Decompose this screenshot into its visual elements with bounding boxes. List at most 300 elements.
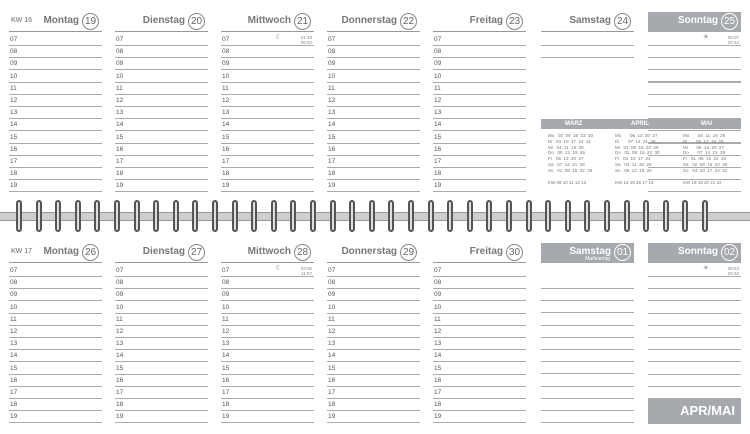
- hour-label: 08: [328, 48, 336, 56]
- hour-row[interactable]: [327, 276, 420, 289]
- hour-row[interactable]: [115, 33, 208, 46]
- hour-label: 08: [434, 48, 442, 56]
- kw-row-mai: KW 18 19 20 21 22: [683, 180, 722, 185]
- hour-label: 15: [434, 364, 442, 372]
- day-name: Freitag: [469, 246, 503, 257]
- hour-label: 19: [434, 182, 442, 190]
- hour-label: 15: [434, 133, 442, 141]
- hour-row[interactable]: [327, 410, 420, 423]
- hour-row[interactable]: [433, 106, 526, 119]
- day-name: Freitag: [469, 15, 503, 26]
- hour-row[interactable]: [115, 337, 208, 350]
- hour-row[interactable]: [115, 179, 208, 192]
- day-column-dienstag: [115, 12, 208, 192]
- hour-row[interactable]: [433, 33, 526, 46]
- day-name: Mittwoch: [247, 246, 291, 257]
- hour-row[interactable]: [221, 106, 314, 119]
- hour-row[interactable]: [221, 288, 314, 301]
- hour-label: 07: [116, 36, 124, 43]
- spiral-coil: [212, 200, 218, 232]
- hour-label: 19: [434, 413, 442, 421]
- day-column-mittwoch: [221, 12, 314, 192]
- hour-row[interactable]: [433, 325, 526, 338]
- note-line[interactable]: [541, 325, 634, 338]
- hour-label: 17: [222, 389, 230, 396]
- hour-row[interactable]: [221, 179, 314, 192]
- hour-row[interactable]: [115, 57, 208, 70]
- hour-row[interactable]: [221, 374, 314, 387]
- spiral-coil: [682, 200, 688, 232]
- hour-row[interactable]: [9, 349, 102, 362]
- hour-label: 12: [10, 328, 18, 335]
- hour-label: 10: [116, 72, 124, 80]
- hour-row[interactable]: [327, 374, 420, 387]
- hour-row[interactable]: [221, 143, 314, 156]
- hour-row[interactable]: [221, 57, 314, 70]
- hour-label: 10: [434, 72, 442, 80]
- moon-icon: ☾: [275, 34, 282, 41]
- hour-row[interactable]: [115, 325, 208, 338]
- hour-row[interactable]: [327, 131, 420, 144]
- hour-label: 19: [10, 182, 18, 190]
- hour-row[interactable]: [9, 362, 102, 375]
- hour-label: 11: [434, 315, 441, 323]
- hour-row[interactable]: [327, 57, 420, 70]
- note-line[interactable]: [648, 69, 741, 82]
- note-line[interactable]: [541, 300, 634, 313]
- hour-row[interactable]: [433, 386, 526, 399]
- month-grid-mai: Mo 04 11 18 25 Di 05 12 19 26 Mi 06 13 20 27 Do 07 14 21 28 Fr 01 08 15 22 29 Sa 02 09 16 23 30 So 03 10 17 24 31: [683, 133, 728, 173]
- spiral-coil: [310, 200, 316, 232]
- hour-label: 13: [116, 340, 124, 348]
- hour-row[interactable]: [221, 33, 314, 46]
- hour-row[interactable]: [541, 33, 634, 46]
- hour-row[interactable]: [221, 386, 314, 399]
- hour-row[interactable]: [433, 264, 526, 277]
- hour-label: 07: [10, 36, 18, 43]
- hour-label: 08: [10, 48, 18, 56]
- hour-label: 10: [328, 303, 336, 311]
- time-text: 05:53 20:46: [727, 266, 739, 276]
- hour-row[interactable]: [115, 362, 208, 375]
- note-line[interactable]: [648, 94, 741, 107]
- hour-row[interactable]: [327, 386, 420, 399]
- note-line[interactable]: [541, 374, 634, 387]
- hour-label: 11: [434, 84, 441, 92]
- hour-label: 13: [222, 340, 230, 348]
- hour-row[interactable]: [221, 45, 314, 58]
- note-line[interactable]: [541, 398, 634, 411]
- hour-row[interactable]: [433, 155, 526, 168]
- hour-label: 08: [222, 48, 230, 56]
- hour-row[interactable]: [221, 276, 314, 289]
- hour-row[interactable]: [433, 167, 526, 180]
- day-name: Mittwoch: [247, 15, 291, 26]
- note-line[interactable]: [541, 410, 634, 423]
- day-column-mittwoch: [221, 243, 314, 423]
- hour-row[interactable]: [648, 374, 741, 387]
- note-line[interactable]: [541, 361, 634, 374]
- hour-row[interactable]: [221, 155, 314, 168]
- hour-row[interactable]: [221, 325, 314, 338]
- hour-label: 17: [434, 158, 442, 165]
- hour-row[interactable]: [327, 313, 420, 326]
- hour-row[interactable]: [221, 349, 314, 362]
- spiral-coil: [349, 200, 355, 232]
- note-line[interactable]: [541, 313, 634, 326]
- note-line[interactable]: [541, 349, 634, 362]
- spiral-coil: [36, 200, 42, 232]
- header-underline: [221, 31, 314, 32]
- hour-row[interactable]: [433, 288, 526, 301]
- hour-row[interactable]: [648, 288, 741, 301]
- hour-row[interactable]: [9, 288, 102, 301]
- hour-label: 13: [222, 109, 230, 117]
- hour-row[interactable]: [327, 264, 420, 277]
- hour-row[interactable]: [115, 313, 208, 326]
- hour-row[interactable]: [115, 410, 208, 423]
- hour-row[interactable]: [115, 276, 208, 289]
- hour-row[interactable]: [648, 362, 741, 375]
- spiral-coil: [604, 200, 610, 232]
- hour-label: 16: [222, 145, 230, 153]
- day-header: [221, 243, 314, 263]
- hour-label: 12: [328, 328, 336, 335]
- hour-row[interactable]: [115, 349, 208, 362]
- hour-row[interactable]: [9, 398, 102, 411]
- hour-label: 07: [328, 36, 336, 43]
- hour-row[interactable]: [433, 57, 526, 70]
- hour-row[interactable]: [9, 33, 102, 46]
- spiral-coil: [16, 200, 22, 232]
- hour-row[interactable]: [9, 179, 102, 192]
- hour-row[interactable]: [9, 155, 102, 168]
- hour-label: 07: [434, 36, 442, 43]
- hour-row[interactable]: [648, 313, 741, 326]
- hour-label: 09: [328, 60, 336, 68]
- hour-row[interactable]: [327, 45, 420, 58]
- hour-row[interactable]: [327, 398, 420, 411]
- hour-row[interactable]: [9, 167, 102, 180]
- header-underline: [115, 262, 208, 263]
- hour-label: 10: [10, 303, 18, 311]
- hour-row[interactable]: [327, 337, 420, 350]
- hour-row[interactable]: [433, 398, 526, 411]
- hour-row[interactable]: [9, 131, 102, 144]
- hour-row[interactable]: [9, 337, 102, 350]
- hour-label: 08: [116, 279, 124, 287]
- day-number: 19: [82, 13, 99, 30]
- spiral-coil: [134, 200, 140, 232]
- hour-label: 18: [328, 401, 336, 409]
- hour-label: 13: [434, 109, 442, 117]
- header-underline: [433, 31, 526, 32]
- hour-row[interactable]: [9, 276, 102, 289]
- hour-row[interactable]: [115, 398, 208, 411]
- hour-label: 12: [328, 97, 336, 104]
- hour-row[interactable]: [541, 45, 634, 58]
- hour-row[interactable]: [433, 301, 526, 314]
- hour-row[interactable]: [433, 410, 526, 423]
- hour-row[interactable]: [221, 118, 314, 131]
- hour-label: 15: [116, 364, 124, 372]
- hour-row[interactable]: [115, 301, 208, 314]
- hour-row[interactable]: [221, 362, 314, 375]
- header-underline: [433, 262, 526, 263]
- hour-label: 09: [328, 291, 336, 299]
- hour-row[interactable]: [433, 179, 526, 192]
- hour-row[interactable]: [221, 410, 314, 423]
- hour-label: 07: [222, 267, 230, 274]
- hour-label: 10: [116, 303, 124, 311]
- hour-label: 18: [434, 401, 442, 409]
- spiral-coil: [271, 200, 277, 232]
- hour-label: 17: [116, 389, 124, 396]
- hour-label: 09: [10, 291, 18, 299]
- hour-row[interactable]: [115, 374, 208, 387]
- hour-row[interactable]: [9, 70, 102, 83]
- hour-row[interactable]: [115, 94, 208, 107]
- hour-row[interactable]: [221, 94, 314, 107]
- day-number: 25: [721, 13, 738, 30]
- hour-row[interactable]: [327, 143, 420, 156]
- hour-label: 15: [116, 133, 124, 141]
- hour-label: 16: [434, 145, 442, 153]
- hour-row[interactable]: [327, 70, 420, 83]
- hour-row[interactable]: [9, 325, 102, 338]
- hour-label: 08: [222, 279, 230, 287]
- spiral-coil: [486, 200, 492, 232]
- hour-row[interactable]: [9, 143, 102, 156]
- day-name: Montag: [43, 15, 79, 26]
- hour-row[interactable]: [648, 264, 741, 277]
- hour-row[interactable]: [327, 362, 420, 375]
- spiral-coil: [565, 200, 571, 232]
- day-column-donnerstag: [327, 12, 420, 192]
- hour-label: 11: [10, 315, 17, 323]
- hour-row[interactable]: [648, 325, 741, 338]
- hour-row[interactable]: [433, 70, 526, 83]
- hour-row[interactable]: [433, 349, 526, 362]
- hour-row[interactable]: [327, 82, 420, 95]
- note-line[interactable]: [648, 106, 741, 119]
- hour-label: 08: [116, 48, 124, 56]
- hour-row[interactable]: [221, 301, 314, 314]
- hour-row[interactable]: [9, 118, 102, 131]
- hour-row[interactable]: [433, 313, 526, 326]
- hour-row[interactable]: [221, 337, 314, 350]
- hour-label: 14: [222, 352, 230, 360]
- hour-row[interactable]: [433, 82, 526, 95]
- hour-row[interactable]: [327, 325, 420, 338]
- hour-row[interactable]: [9, 301, 102, 314]
- hour-row[interactable]: [648, 301, 741, 314]
- hour-row[interactable]: [115, 264, 208, 277]
- hour-row[interactable]: [433, 143, 526, 156]
- hour-label: 18: [10, 170, 18, 178]
- hour-row[interactable]: [433, 118, 526, 131]
- note-line[interactable]: [648, 57, 741, 70]
- day-name: Sonntag: [678, 246, 718, 257]
- month-april: APRIL: [631, 121, 649, 127]
- hour-label: 17: [328, 158, 336, 165]
- hour-row[interactable]: [221, 82, 314, 95]
- hour-label: 17: [328, 389, 336, 396]
- spiral-coil: [545, 200, 551, 232]
- week-number-2: KW 17: [11, 248, 33, 255]
- header-underline: [541, 31, 634, 32]
- hour-row[interactable]: [115, 45, 208, 58]
- spiral-coil: [624, 200, 630, 232]
- hour-row[interactable]: [221, 313, 314, 326]
- spiral-coil: [251, 200, 257, 232]
- hour-row[interactable]: [221, 70, 314, 83]
- hour-row[interactable]: [327, 106, 420, 119]
- hour-row[interactable]: [9, 94, 102, 107]
- day-number: 02: [721, 244, 738, 261]
- hour-label: 09: [116, 291, 124, 299]
- hour-row[interactable]: [9, 313, 102, 326]
- header-underline: [221, 262, 314, 263]
- hour-row[interactable]: [115, 288, 208, 301]
- hour-row[interactable]: [115, 118, 208, 131]
- hour-label: 07: [116, 267, 124, 274]
- hour-label: 16: [116, 145, 124, 153]
- note-line[interactable]: [541, 386, 634, 399]
- hour-label: 18: [116, 170, 124, 178]
- day-column-samstag: [541, 243, 634, 423]
- hour-row[interactable]: [9, 264, 102, 277]
- hour-label: 07: [222, 36, 230, 43]
- hour-label: 09: [222, 291, 230, 299]
- week-number-1: KW 16: [11, 17, 33, 24]
- hour-label: 18: [328, 170, 336, 178]
- hour-row[interactable]: [433, 362, 526, 375]
- hour-row[interactable]: [327, 288, 420, 301]
- hour-row[interactable]: [115, 386, 208, 399]
- header-underline: [9, 31, 102, 32]
- hour-row[interactable]: [9, 45, 102, 58]
- hour-label: 13: [116, 109, 124, 117]
- kw-row-april: KW 14 15 16 17 18: [615, 180, 654, 185]
- kw-row-maerz: KW 09 10 11 12 13: [548, 180, 587, 185]
- hour-label: 12: [116, 97, 124, 104]
- note-line[interactable]: [648, 45, 741, 58]
- hour-label: 15: [328, 364, 336, 372]
- day-name: Dienstag: [142, 246, 185, 257]
- day-header: [648, 243, 741, 263]
- hour-label: 14: [116, 352, 124, 360]
- mini-calendar: [541, 119, 741, 188]
- hour-row[interactable]: [115, 143, 208, 156]
- hour-label: 09: [222, 60, 230, 68]
- hour-label: 12: [222, 97, 230, 104]
- hour-row[interactable]: [433, 374, 526, 387]
- hour-row[interactable]: [648, 276, 741, 289]
- spiral-coil: [75, 200, 81, 232]
- hour-row[interactable]: [9, 386, 102, 399]
- hour-row[interactable]: [433, 337, 526, 350]
- day-column-sonntag: [648, 243, 741, 423]
- hour-row[interactable]: [327, 349, 420, 362]
- hour-row[interactable]: [9, 57, 102, 70]
- day-header: [541, 243, 634, 263]
- day-column-donnerstag: [327, 243, 420, 423]
- day-column-montag: [9, 243, 102, 423]
- time-text: 03:06 11:57: [300, 266, 312, 276]
- hour-label: 16: [10, 145, 18, 153]
- hour-row[interactable]: [648, 337, 741, 350]
- hour-row[interactable]: [433, 94, 526, 107]
- hour-label: 09: [116, 60, 124, 68]
- hour-row[interactable]: [221, 398, 314, 411]
- hour-row[interactable]: [9, 410, 102, 423]
- hour-row[interactable]: [115, 167, 208, 180]
- note-line[interactable]: [648, 82, 741, 95]
- spiral-coil: [447, 200, 453, 232]
- hour-label: 14: [116, 121, 124, 129]
- hour-row[interactable]: [327, 94, 420, 107]
- spiral-coil: [428, 200, 434, 232]
- day-column-freitag: [433, 12, 526, 192]
- hour-label: 11: [10, 84, 17, 92]
- day-header: [648, 12, 741, 32]
- hour-label: 14: [434, 121, 442, 129]
- hour-label: 09: [434, 291, 442, 299]
- hour-label: 15: [222, 364, 230, 372]
- hour-row[interactable]: [327, 167, 420, 180]
- hour-row[interactable]: [221, 264, 314, 277]
- note-line[interactable]: [541, 337, 634, 350]
- spiral-coil: [643, 200, 649, 232]
- hour-row[interactable]: [327, 118, 420, 131]
- note-line[interactable]: [541, 276, 634, 289]
- day-number: 23: [506, 13, 523, 30]
- day-number: 22: [400, 13, 417, 30]
- day-header: [541, 12, 634, 32]
- time-text: 06:07 20:34: [727, 35, 739, 45]
- day-column-montag: [9, 12, 102, 192]
- hour-row[interactable]: [9, 106, 102, 119]
- hour-label: 19: [222, 413, 230, 421]
- hour-row[interactable]: [115, 70, 208, 83]
- hour-row[interactable]: [327, 179, 420, 192]
- hour-row[interactable]: [648, 349, 741, 362]
- day-column-dienstag: [115, 243, 208, 423]
- hour-row[interactable]: [433, 276, 526, 289]
- spiral-coil: [702, 200, 708, 232]
- note-line[interactable]: [541, 288, 634, 301]
- hour-row[interactable]: [221, 131, 314, 144]
- day-header: [433, 12, 526, 32]
- hour-row[interactable]: [327, 155, 420, 168]
- hour-row[interactable]: [433, 131, 526, 144]
- hour-label: 10: [10, 72, 18, 80]
- hour-row[interactable]: [115, 82, 208, 95]
- hour-row[interactable]: [327, 301, 420, 314]
- hour-row[interactable]: [9, 82, 102, 95]
- hour-row[interactable]: [115, 155, 208, 168]
- spiral-binding: [0, 196, 750, 236]
- hour-row[interactable]: [433, 45, 526, 58]
- hour-row[interactable]: [9, 374, 102, 387]
- hour-row[interactable]: [221, 167, 314, 180]
- day-header: [221, 12, 314, 32]
- hour-row[interactable]: [327, 33, 420, 46]
- hour-row[interactable]: [115, 106, 208, 119]
- hour-row[interactable]: [115, 131, 208, 144]
- day-number: 30: [506, 244, 523, 261]
